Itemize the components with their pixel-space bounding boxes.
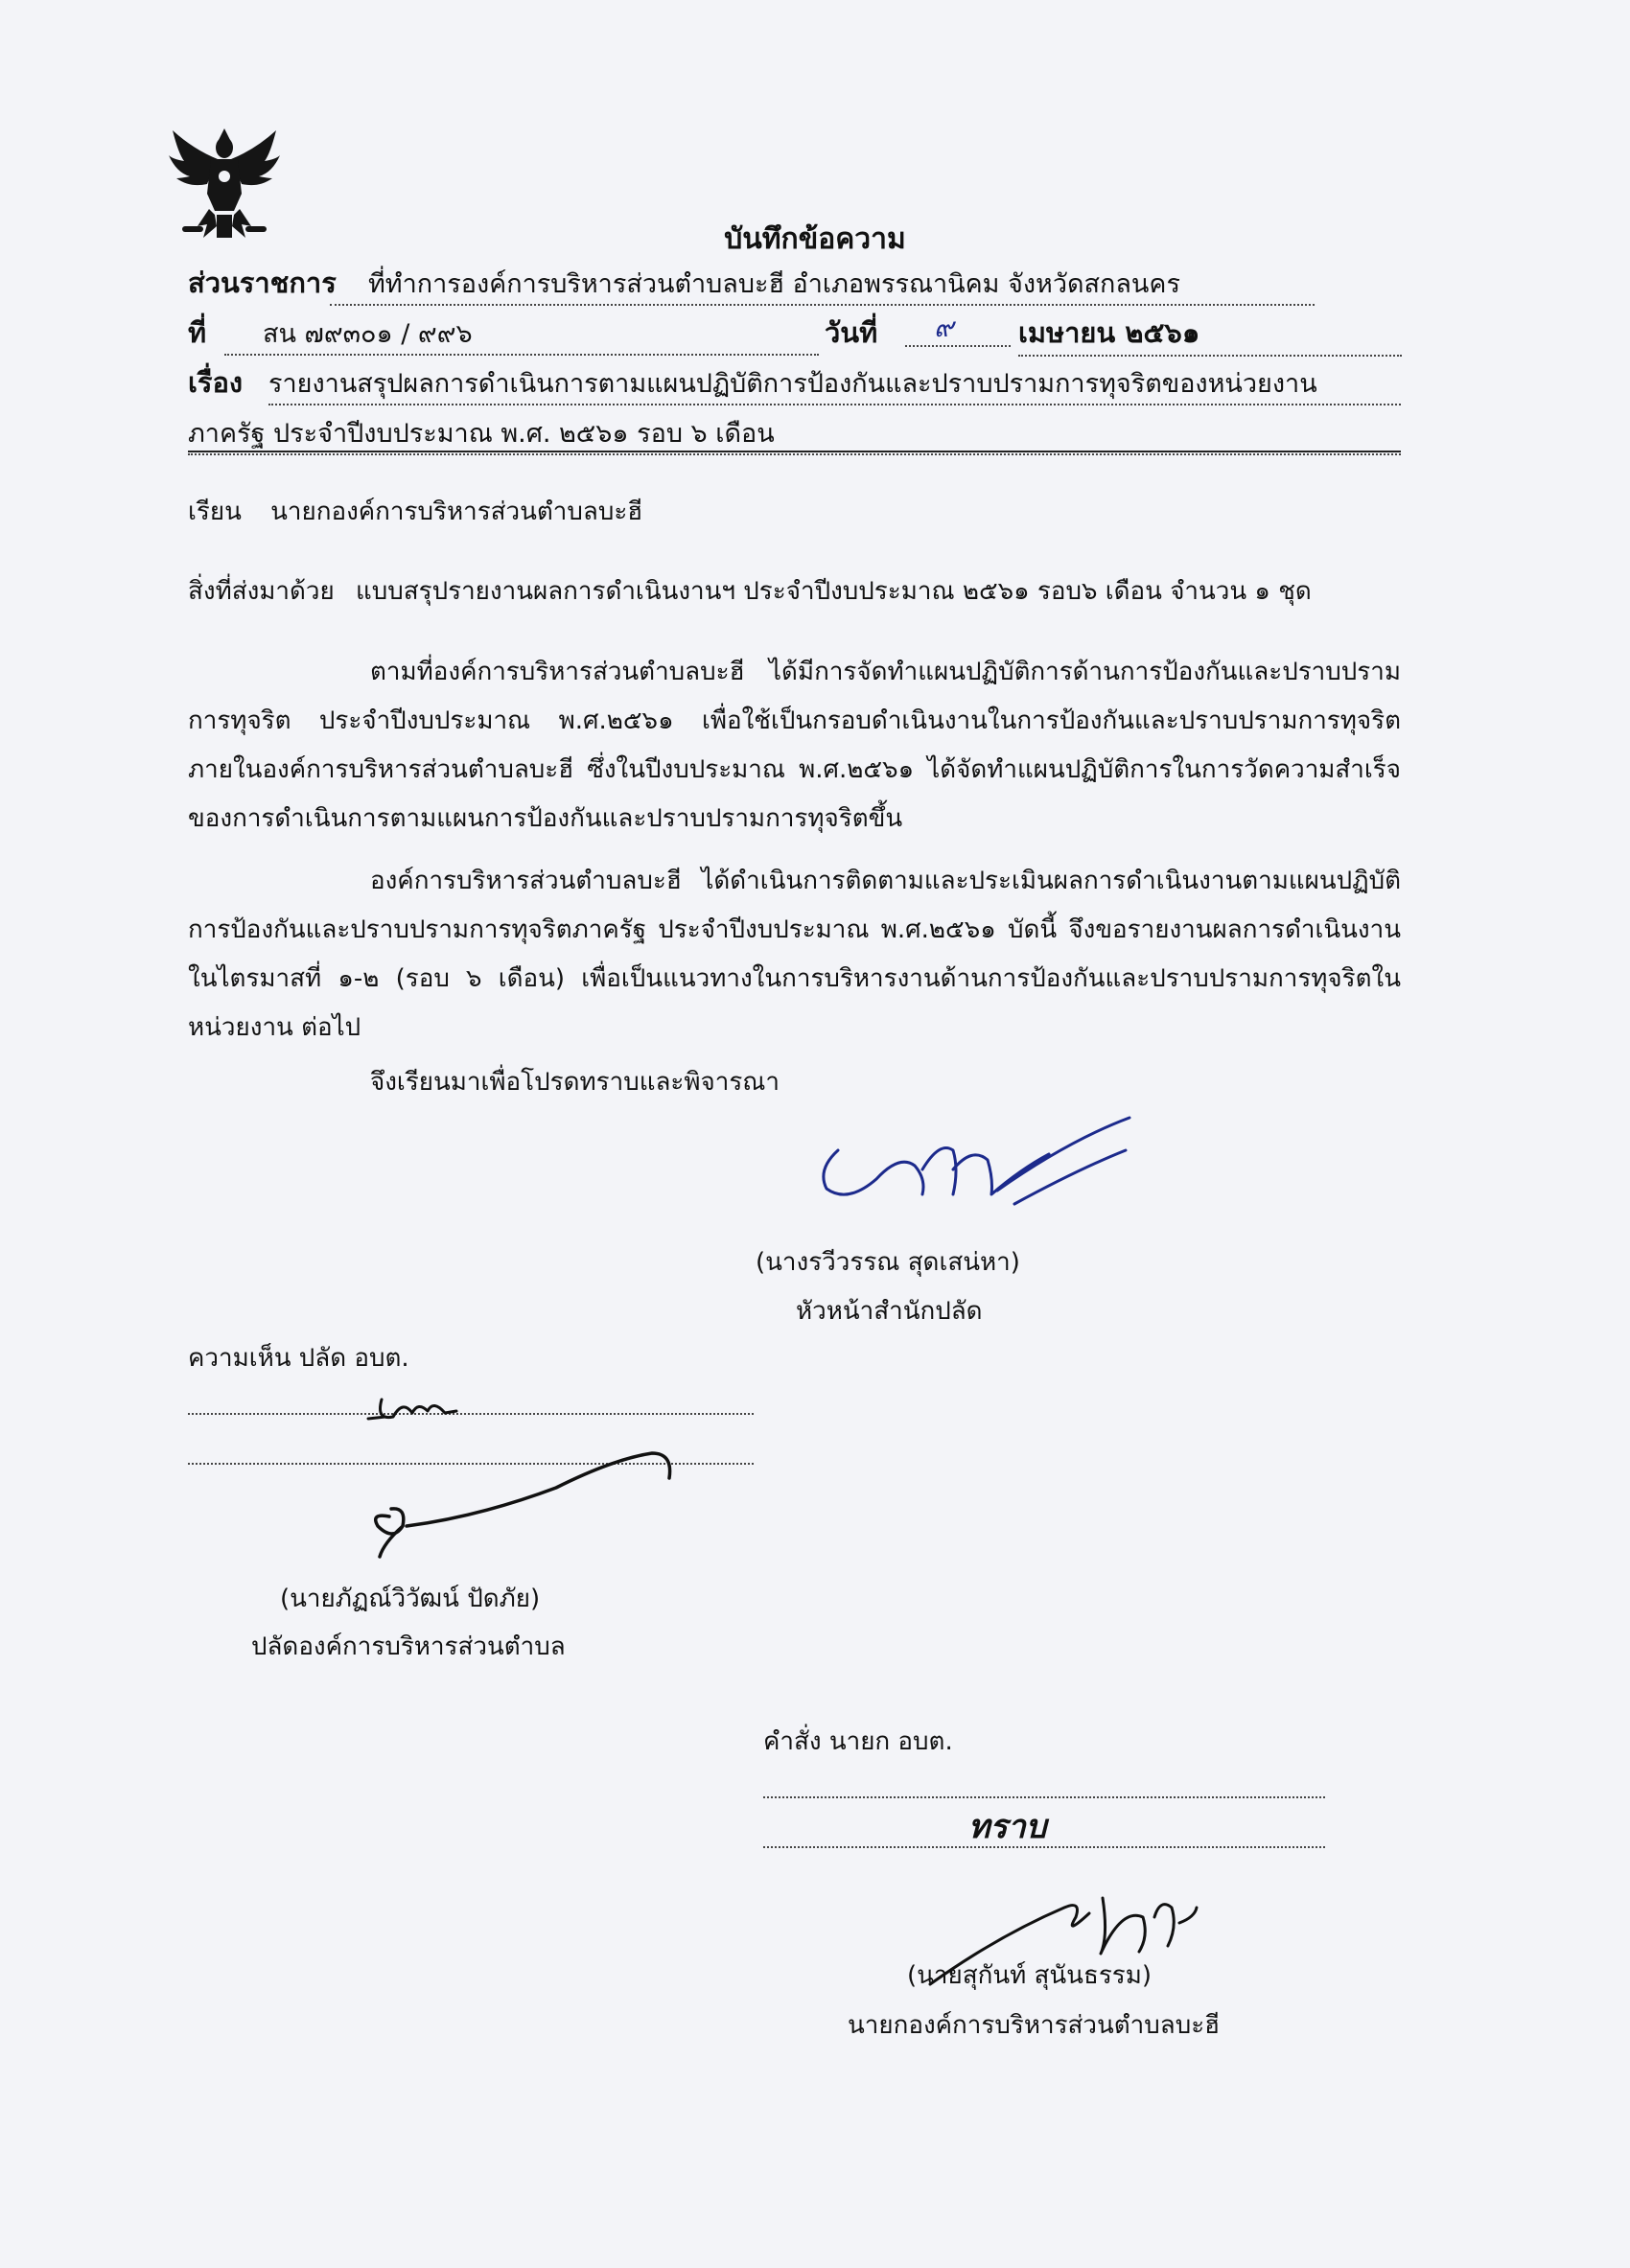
reference-label: ที่ <box>188 316 207 349</box>
opinion-line-1 <box>188 1382 754 1415</box>
order-signer-position: นายกองค์การบริหารส่วนตำบลบะฮี <box>848 2011 1221 2040</box>
body-paragraph-1: ตามที่องค์การบริหารส่วนตำบลบะฮี ได้มีการจัดทำแผนปฏิบัติการด้านการป้องกันและปราบปรามการทุจริต ประจำปีงบประมาณ พ.ศ.๒๕๖๑ เพื่อใช้เป็นกรอบดำเนินงานในการป้องกันและปราบปรามการทุจริตภายในองค์การบริหารส่วนตำบลบะฮี ซึ่งในปีงบประมาณ พ.ศ.๒๕๖๑ ได้จัดทำแผนปฏิบัติการในการวัดความสำเร็จของการดำเนินการตามแผนการป้องกันและปราบปรามการทุจริตขึ้น <box>188 658 1401 833</box>
agency-label: ส่วนราชการ <box>188 266 337 299</box>
enclosure-label: สิ่งที่ส่งมาด้วย <box>188 577 335 606</box>
body-paragraph-2: องค์การบริหารส่วนตำบลบะฮี ได้ดำเนินการติดตามและประเมินผลการดำเนินงานตามแผนปฏิบัติการป้องกันและปราบปรามการทุจริตภาครัฐ ประจำปีงบประมาณ พ.ศ.๒๕๖๑ บัดนี้ จึงขอรายงานผลการดำเนินงานในไตรมาสที่ ๑-๒ (รอบ ๖ เดือน) เพื่อเป็นแนวทางในการบริหารงานด้านการป้องกันและปราบปรามการทุจริตในหน่วยงาน ต่อไป <box>188 867 1401 1042</box>
signer-1-position: หัวหน้าสำนักปลัด <box>796 1297 983 1326</box>
order-line-1 <box>763 1766 1325 1798</box>
order-label: คำสั่ง นายก อบต. <box>763 1727 953 1756</box>
salutation-label: เรียน <box>188 498 242 526</box>
header-rule <box>188 451 1401 452</box>
order-handwritten-note: ทราบ <box>968 1808 1047 1846</box>
date-month-year: เมษายน ๒๕๖๑ <box>1018 311 1402 357</box>
subject-label: เรื่อง <box>188 366 244 399</box>
agency-line <box>188 261 1315 297</box>
opinion-label: ความเห็น ปลัด อบต. <box>188 1344 409 1373</box>
salutation-value: นายกองค์การบริหารส่วนตำบลบะฮี <box>270 498 643 526</box>
memo-title: บันทึกข้อความ <box>724 222 906 256</box>
closing-line: จึงเรียนมาเพื่อโปรดทราบและพิจารณา <box>370 1068 780 1097</box>
subject-line-1: รายงานสรุปผลการดำเนินการตามแผนปฏิบัติการป้องกันและปราบปรามการทุจริตของหน่วยงาน <box>268 362 1401 405</box>
opinion-signer-position: ปลัดองค์การบริหารส่วนตำบล <box>251 1632 566 1661</box>
date-day-field <box>905 312 1011 347</box>
reference-number <box>224 312 819 356</box>
signature-1 <box>809 1112 1135 1227</box>
signer-1-name: (นางรวีวรรณ สุดเสน่หา) <box>756 1248 1020 1277</box>
reference-value: สน ๗๙๓๐๑ / ๙๙๖ <box>263 319 473 349</box>
enclosure-line <box>188 575 1312 608</box>
date-label: วันที่ <box>825 316 878 349</box>
agency-value: ที่ทำการองค์การบริหารส่วนตำบลบะฮี อำเภอพรรณานิคม จังหวัดสกลนคร <box>330 263 1315 306</box>
order-signer-name: (นายสุกันท์ สุนันธรรม) <box>907 1961 1153 1990</box>
signature-2 <box>364 1449 681 1564</box>
enclosure-value: แบบสรุปรายงานผลการดำเนินงานฯ ประจำปีงบประมาณ ๒๕๖๑ รอบ๖ เดือน จำนวน ๑ ชุด <box>356 577 1312 606</box>
date-day: ๙ <box>934 312 954 343</box>
subject-block <box>188 360 1401 452</box>
opinion-handwritten-mark <box>364 1392 470 1430</box>
salutation-line <box>188 496 642 528</box>
reference-line <box>188 311 1401 347</box>
subject-line-2: ภาครัฐ ประจำปีงบประมาณ พ.ศ. ๒๕๖๑ รอบ ๖ เดือน <box>188 412 1401 455</box>
opinion-signer-name: (นายภัฏณ์วิวัฒน์ ปัดภัย) <box>280 1585 541 1613</box>
